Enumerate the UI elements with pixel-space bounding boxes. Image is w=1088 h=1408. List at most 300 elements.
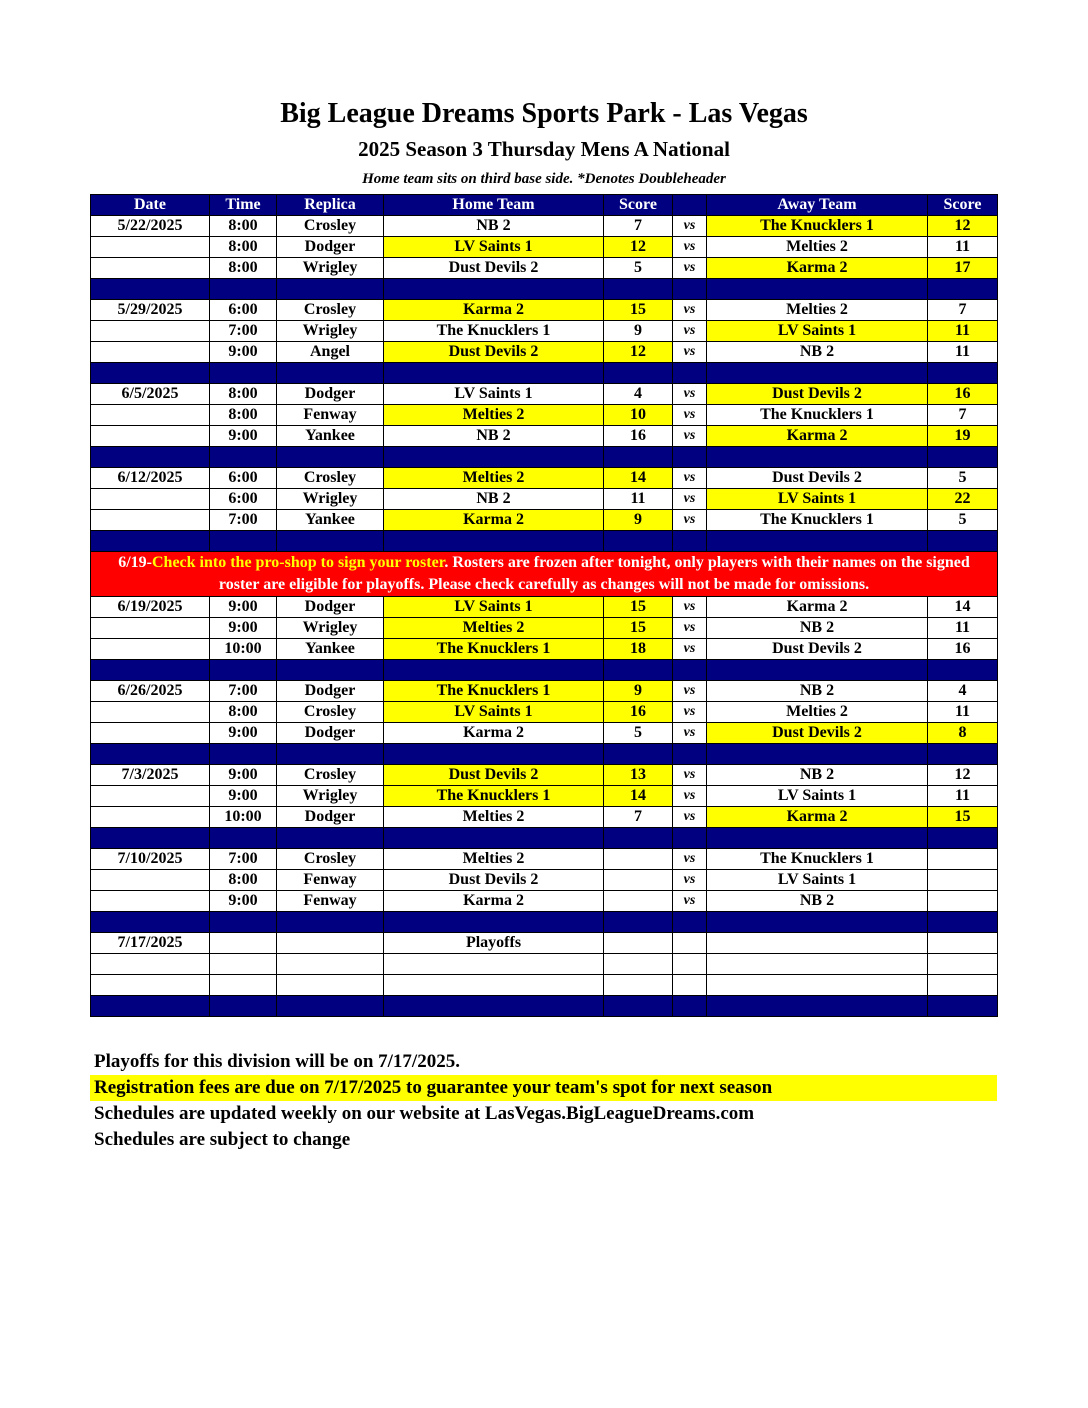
away-team: NB 2	[707, 765, 928, 786]
separator-cell	[928, 279, 998, 300]
footer-website: Schedules are updated weekly on our website at LasVegas.BigLeagueDreams.com	[94, 1103, 755, 1124]
game-date: 7/17/2025	[91, 933, 210, 954]
away-team: NB 2	[707, 681, 928, 702]
separator-cell	[277, 447, 384, 468]
separator-cell	[604, 912, 673, 933]
vs-label: vs	[673, 870, 707, 891]
home-score: 12	[604, 237, 673, 258]
away-team: Melties 2	[707, 300, 928, 321]
home-score: 5	[604, 258, 673, 279]
home-score: 12	[604, 342, 673, 363]
game-field: Crosley	[277, 765, 384, 786]
game-row	[91, 216, 998, 237]
away-score: 12	[928, 765, 998, 786]
week-separator	[91, 660, 998, 681]
home-team: Karma 2	[384, 510, 604, 531]
away-team: Melties 2	[707, 702, 928, 723]
game-date	[91, 723, 210, 744]
away-score: 15	[928, 807, 998, 828]
game-date	[91, 489, 210, 510]
home-score: 4	[604, 384, 673, 405]
game-row	[91, 300, 998, 321]
home-team: The Knucklers 1	[384, 321, 604, 342]
game-field	[277, 975, 384, 996]
game-row	[91, 597, 998, 618]
away-score: 7	[928, 300, 998, 321]
separator-cell	[928, 996, 998, 1017]
separator-cell	[384, 912, 604, 933]
away-team: Karma 2	[707, 597, 928, 618]
separator-cell	[91, 912, 210, 933]
away-team: LV Saints 1	[707, 786, 928, 807]
separator-cell	[277, 996, 384, 1017]
separator-cell	[604, 828, 673, 849]
game-field: Dodger	[277, 723, 384, 744]
game-time: 10:00	[210, 807, 277, 828]
game-date	[91, 639, 210, 660]
vs-label: vs	[673, 489, 707, 510]
notice-highlight: Check into the pro-shop to sign your roster	[152, 554, 445, 571]
vs-label: vs	[673, 765, 707, 786]
away-team: Dust Devils 2	[707, 468, 928, 489]
away-team: Karma 2	[707, 426, 928, 447]
game-time: 9:00	[210, 342, 277, 363]
game-row	[91, 258, 998, 279]
header-replica: Replica	[277, 195, 384, 216]
separator-cell	[210, 363, 277, 384]
separator-cell	[384, 531, 604, 552]
separator-cell	[707, 912, 928, 933]
game-field: Angel	[277, 342, 384, 363]
home-score	[604, 891, 673, 912]
footer-registration: Registration fees are due on 7/17/2025 to guarantee your team's spot for next season	[90, 1075, 997, 1101]
page-subtitle: 2025 Season 3 Thursday Mens A National	[358, 137, 730, 161]
separator-cell	[707, 447, 928, 468]
away-team: The Knucklers 1	[707, 405, 928, 426]
page-note: Home team sits on third base side. *Denotes Doubleheader	[362, 171, 726, 187]
notice-prefix: 6/19-	[118, 554, 152, 571]
roster-notice-row	[91, 552, 998, 597]
game-date	[91, 618, 210, 639]
away-score	[928, 933, 998, 954]
game-time: 10:00	[210, 639, 277, 660]
game-time: 9:00	[210, 765, 277, 786]
game-date	[91, 342, 210, 363]
game-field: Dodger	[277, 807, 384, 828]
home-score: 14	[604, 786, 673, 807]
home-team: LV Saints 1	[384, 237, 604, 258]
separator-cell	[928, 828, 998, 849]
game-time: 9:00	[210, 597, 277, 618]
game-field: Wrigley	[277, 258, 384, 279]
game-time	[210, 954, 277, 975]
separator-cell	[673, 996, 707, 1017]
home-team: Karma 2	[384, 891, 604, 912]
home-score: 9	[604, 681, 673, 702]
game-row	[91, 639, 998, 660]
header-date: Date	[91, 195, 210, 216]
separator-cell	[91, 447, 210, 468]
game-field: Yankee	[277, 426, 384, 447]
away-score: 17	[928, 258, 998, 279]
separator-cell	[928, 660, 998, 681]
separator-cell	[604, 531, 673, 552]
home-team: The Knucklers 1	[384, 639, 604, 660]
game-time: 6:00	[210, 468, 277, 489]
game-field	[277, 933, 384, 954]
separator-cell	[91, 279, 210, 300]
week-separator	[91, 828, 998, 849]
separator-cell	[384, 363, 604, 384]
separator-cell	[604, 744, 673, 765]
separator-cell	[277, 660, 384, 681]
game-date	[91, 405, 210, 426]
game-date	[91, 975, 210, 996]
separator-cell	[604, 660, 673, 681]
vs-label: vs	[673, 639, 707, 660]
vs-label: vs	[673, 216, 707, 237]
game-date	[91, 426, 210, 447]
home-score: 15	[604, 597, 673, 618]
home-score: 7	[604, 807, 673, 828]
game-row	[91, 237, 998, 258]
game-date: 6/12/2025	[91, 468, 210, 489]
separator-cell	[673, 531, 707, 552]
home-score	[604, 933, 673, 954]
away-team: Dust Devils 2	[707, 639, 928, 660]
game-row	[91, 384, 998, 405]
game-time: 8:00	[210, 405, 277, 426]
vs-label	[673, 954, 707, 975]
away-score: 11	[928, 618, 998, 639]
home-score: 13	[604, 765, 673, 786]
away-score: 16	[928, 384, 998, 405]
game-date	[91, 954, 210, 975]
game-date: 6/5/2025	[91, 384, 210, 405]
game-row	[91, 891, 998, 912]
away-score: 5	[928, 468, 998, 489]
week-separator	[91, 744, 998, 765]
game-time: 9:00	[210, 426, 277, 447]
away-team: Karma 2	[707, 807, 928, 828]
game-field: Crosley	[277, 468, 384, 489]
home-team: Karma 2	[384, 723, 604, 744]
home-score: 15	[604, 618, 673, 639]
game-time: 9:00	[210, 723, 277, 744]
away-score: 5	[928, 510, 998, 531]
separator-cell	[707, 660, 928, 681]
game-date	[91, 702, 210, 723]
separator-cell	[210, 912, 277, 933]
home-score: 10	[604, 405, 673, 426]
game-field: Yankee	[277, 639, 384, 660]
game-row	[91, 702, 998, 723]
notice-rest: . Rosters are frozen after tonight, only players with their names on the signed roster are eligible for playoffs. Please check carefully as changes will not be made for omissions.	[218, 554, 970, 593]
game-time	[210, 933, 277, 954]
game-field: Wrigley	[277, 618, 384, 639]
week-separator	[91, 912, 998, 933]
game-date	[91, 786, 210, 807]
separator-cell	[384, 828, 604, 849]
game-time: 8:00	[210, 258, 277, 279]
game-time: 7:00	[210, 510, 277, 531]
vs-label	[673, 933, 707, 954]
separator-cell	[91, 363, 210, 384]
separator-cell	[91, 744, 210, 765]
vs-label: vs	[673, 702, 707, 723]
away-score: 19	[928, 426, 998, 447]
home-team: LV Saints 1	[384, 597, 604, 618]
game-row	[91, 405, 998, 426]
game-field: Yankee	[277, 510, 384, 531]
header-away-score: Score	[928, 195, 998, 216]
separator-cell	[604, 996, 673, 1017]
game-time: 9:00	[210, 891, 277, 912]
page-title: Big League Dreams Sports Park - Las Vegas	[280, 98, 808, 129]
away-score: 16	[928, 639, 998, 660]
vs-label: vs	[673, 300, 707, 321]
away-score	[928, 975, 998, 996]
separator-cell	[91, 660, 210, 681]
roster-notice	[91, 552, 998, 597]
home-team: Dust Devils 2	[384, 258, 604, 279]
home-team: NB 2	[384, 216, 604, 237]
separator-cell	[277, 279, 384, 300]
game-time: 9:00	[210, 786, 277, 807]
away-team: Karma 2	[707, 258, 928, 279]
separator-cell	[673, 744, 707, 765]
game-date: 7/3/2025	[91, 765, 210, 786]
game-row	[91, 807, 998, 828]
separator-cell	[384, 660, 604, 681]
footer-change: Schedules are subject to change	[94, 1129, 351, 1150]
game-field: Dodger	[277, 237, 384, 258]
header-time: Time	[210, 195, 277, 216]
separator-cell	[928, 363, 998, 384]
separator-cell	[384, 996, 604, 1017]
away-team: NB 2	[707, 891, 928, 912]
away-score: 22	[928, 489, 998, 510]
game-field: Dodger	[277, 597, 384, 618]
game-row	[91, 870, 998, 891]
game-field: Crosley	[277, 849, 384, 870]
separator-cell	[604, 363, 673, 384]
home-team: Karma 2	[384, 300, 604, 321]
separator-cell	[210, 744, 277, 765]
separator-cell	[707, 279, 928, 300]
vs-label: vs	[673, 384, 707, 405]
home-team: NB 2	[384, 489, 604, 510]
vs-label: vs	[673, 342, 707, 363]
game-field: Crosley	[277, 216, 384, 237]
game-row	[91, 723, 998, 744]
away-score: 11	[928, 342, 998, 363]
separator-cell	[673, 660, 707, 681]
game-date: 5/29/2025	[91, 300, 210, 321]
vs-label: vs	[673, 618, 707, 639]
away-score: 11	[928, 786, 998, 807]
separator-cell	[928, 744, 998, 765]
game-time: 7:00	[210, 849, 277, 870]
game-time: 7:00	[210, 321, 277, 342]
separator-cell	[604, 279, 673, 300]
home-score	[604, 975, 673, 996]
vs-label: vs	[673, 891, 707, 912]
separator-cell	[210, 996, 277, 1017]
home-team: Melties 2	[384, 849, 604, 870]
home-team: Playoffs	[384, 933, 604, 954]
game-field: Wrigley	[277, 321, 384, 342]
vs-label: vs	[673, 849, 707, 870]
away-score: 11	[928, 702, 998, 723]
home-team: Melties 2	[384, 618, 604, 639]
away-team	[707, 954, 928, 975]
separator-cell	[673, 447, 707, 468]
game-field: Fenway	[277, 405, 384, 426]
separator-cell	[384, 744, 604, 765]
home-team: Dust Devils 2	[384, 765, 604, 786]
game-field: Dodger	[277, 384, 384, 405]
header-vs	[673, 195, 707, 216]
week-separator	[91, 363, 998, 384]
separator-cell	[673, 363, 707, 384]
away-team: Dust Devils 2	[707, 723, 928, 744]
game-date: 7/10/2025	[91, 849, 210, 870]
game-time: 7:00	[210, 681, 277, 702]
game-date: 5/22/2025	[91, 216, 210, 237]
game-row	[91, 975, 998, 996]
header-away-team: Away Team	[707, 195, 928, 216]
header-home-score: Score	[604, 195, 673, 216]
game-date: 6/26/2025	[91, 681, 210, 702]
home-score: 15	[604, 300, 673, 321]
home-score: 14	[604, 468, 673, 489]
vs-label: vs	[673, 510, 707, 531]
home-score	[604, 849, 673, 870]
vs-label: vs	[673, 723, 707, 744]
game-field: Dodger	[277, 681, 384, 702]
header-home-team: Home Team	[384, 195, 604, 216]
game-date	[91, 807, 210, 828]
separator-cell	[210, 531, 277, 552]
game-date	[91, 258, 210, 279]
game-row	[91, 849, 998, 870]
separator-cell	[277, 912, 384, 933]
game-time: 8:00	[210, 870, 277, 891]
home-team: Melties 2	[384, 468, 604, 489]
game-field: Crosley	[277, 702, 384, 723]
home-score: 11	[604, 489, 673, 510]
home-team: Melties 2	[384, 807, 604, 828]
game-field: Wrigley	[277, 489, 384, 510]
game-row	[91, 933, 998, 954]
separator-cell	[384, 447, 604, 468]
away-team: Dust Devils 2	[707, 384, 928, 405]
separator-cell	[277, 828, 384, 849]
game-row	[91, 321, 998, 342]
vs-label: vs	[673, 405, 707, 426]
away-score: 8	[928, 723, 998, 744]
game-row	[91, 954, 998, 975]
separator-cell	[91, 996, 210, 1017]
separator-cell	[707, 996, 928, 1017]
vs-label: vs	[673, 468, 707, 489]
home-team: NB 2	[384, 426, 604, 447]
separator-cell	[210, 828, 277, 849]
game-field: Fenway	[277, 870, 384, 891]
game-field	[277, 954, 384, 975]
game-date: 6/19/2025	[91, 597, 210, 618]
game-time: 8:00	[210, 216, 277, 237]
separator-cell	[707, 363, 928, 384]
home-score: 7	[604, 216, 673, 237]
home-score: 18	[604, 639, 673, 660]
week-separator	[91, 531, 998, 552]
vs-label: vs	[673, 786, 707, 807]
separator-cell	[210, 447, 277, 468]
game-row	[91, 681, 998, 702]
away-team: The Knucklers 1	[707, 849, 928, 870]
away-team: LV Saints 1	[707, 870, 928, 891]
away-team: LV Saints 1	[707, 321, 928, 342]
separator-cell	[91, 828, 210, 849]
vs-label: vs	[673, 426, 707, 447]
home-score: 9	[604, 321, 673, 342]
week-separator	[91, 996, 998, 1017]
away-team: NB 2	[707, 342, 928, 363]
header-row	[91, 195, 998, 216]
game-field: Fenway	[277, 891, 384, 912]
away-score: 7	[928, 405, 998, 426]
separator-cell	[91, 531, 210, 552]
separator-cell	[673, 828, 707, 849]
separator-cell	[604, 447, 673, 468]
home-team: LV Saints 1	[384, 384, 604, 405]
away-score: 4	[928, 681, 998, 702]
vs-label	[673, 975, 707, 996]
away-team: NB 2	[707, 618, 928, 639]
away-team: The Knucklers 1	[707, 216, 928, 237]
away-team: The Knucklers 1	[707, 510, 928, 531]
vs-label: vs	[673, 258, 707, 279]
separator-cell	[928, 447, 998, 468]
game-date	[91, 870, 210, 891]
away-score	[928, 954, 998, 975]
separator-cell	[928, 531, 998, 552]
game-time: 9:00	[210, 618, 277, 639]
game-time: 8:00	[210, 702, 277, 723]
game-row	[91, 468, 998, 489]
game-date	[91, 321, 210, 342]
away-score: 14	[928, 597, 998, 618]
home-team: LV Saints 1	[384, 702, 604, 723]
game-time: 6:00	[210, 489, 277, 510]
game-field: Wrigley	[277, 786, 384, 807]
away-team: Melties 2	[707, 237, 928, 258]
away-score: 11	[928, 237, 998, 258]
separator-cell	[707, 531, 928, 552]
vs-label: vs	[673, 321, 707, 342]
home-score: 9	[604, 510, 673, 531]
game-row	[91, 510, 998, 531]
game-row	[91, 342, 998, 363]
home-team: Dust Devils 2	[384, 342, 604, 363]
home-team: The Knucklers 1	[384, 786, 604, 807]
game-row	[91, 426, 998, 447]
home-score	[604, 870, 673, 891]
away-score: 11	[928, 321, 998, 342]
game-time: 6:00	[210, 300, 277, 321]
